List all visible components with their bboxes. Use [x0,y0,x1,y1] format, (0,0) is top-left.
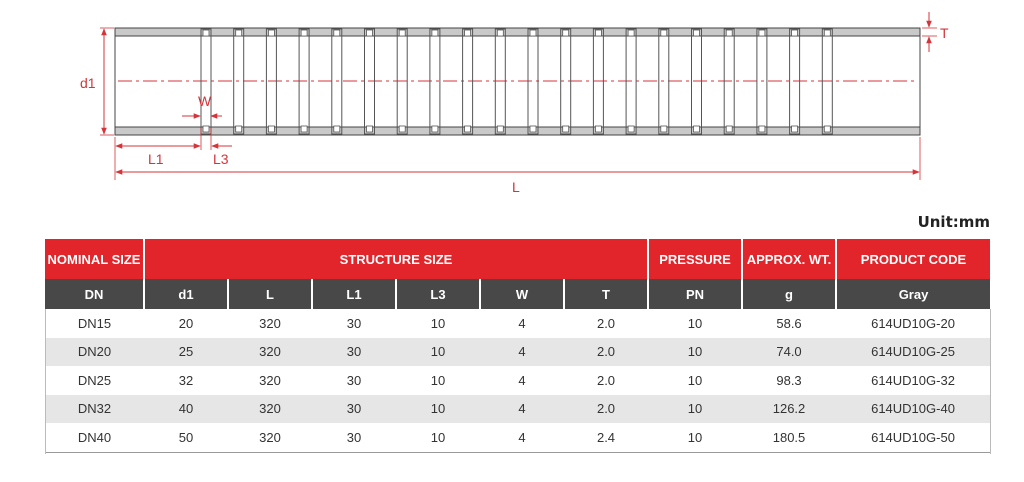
pipe-rib-joint [824,30,830,36]
pipe-rib-joint [628,30,634,36]
table-cell: 614UD10G-40 [836,395,990,424]
table-cell: 98.3 [776,372,802,388]
table-cell: 320 [228,395,312,424]
table-cell: 10 [648,423,742,452]
unit-label: Unit:mm [917,213,990,231]
w-label: W [198,93,212,109]
pipe-rib-joint [661,126,667,132]
pipe-rib-joint [563,30,569,36]
table-cell: DN20 [45,338,144,367]
pipe-rib-joint [792,30,798,36]
l1-label: L1 [148,151,164,167]
table-cell: 32 [178,372,194,388]
table-cell: 10 [687,372,703,388]
approx-wt-header: APPROX. WT. [742,239,836,279]
table-cell: 30 [312,338,396,367]
pipe-rib-joint [563,126,569,132]
table-cell: 4 [518,372,526,388]
table-row [45,309,990,338]
table-cell: 30 [312,395,396,424]
table-cell: 10 [430,372,446,388]
pipe-rib-joint [497,30,503,36]
table-cell: DN40 [45,423,144,452]
table-cell: 320 [259,372,281,388]
table-row [45,338,990,367]
column-header: L3 [396,279,480,309]
structure-size-header: STRUCTURE SIZE [144,239,648,279]
pipe-rib-joint [694,30,700,36]
table-cell: 4 [518,315,526,331]
pipe-rib-joint [301,126,307,132]
pipe-rib-joint [432,30,438,36]
table-cell: DN15 [77,315,112,331]
pipe-rib-joint [399,126,405,132]
pipe-rib-joint [367,30,373,36]
column-header: Gray [836,279,990,309]
pipe-rib-joint [399,30,405,36]
table-cell: 320 [228,338,312,367]
pipe-rib-joint [367,126,373,132]
d1-label: d1 [80,75,96,91]
column-header: L [228,279,312,309]
table-cell: 2.0 [564,338,648,367]
table-cell: 74.0 [742,338,836,367]
table-cell: 614UD10G-25 [836,338,990,367]
pipe-rib-joint [628,126,634,132]
l-label: L [512,179,520,195]
table-cell: 58.6 [776,315,802,331]
table-cell: 50 [144,423,228,452]
table-cell: 30 [312,423,396,452]
table-cell: 10 [396,395,480,424]
table-row [45,395,990,424]
table-row [45,423,990,452]
table-cell: 126.2 [742,395,836,424]
pipe-rib-joint [694,126,700,132]
table-cell: 320 [259,315,281,331]
table-cell: 10 [648,338,742,367]
l3-label: L3 [213,151,229,167]
pipe-rib-joint [334,30,340,36]
pipe-rib-joint [759,126,765,132]
pipe-rib-joint [465,126,471,132]
column-header: W [480,279,564,309]
table-cell: 2.0 [564,395,648,424]
column-header: T [564,279,648,309]
header-group-row [45,239,990,279]
pipe-rib-joint [268,126,274,132]
table-cell: 4 [480,395,564,424]
pipe-rib-joint [595,30,601,36]
table-cell: 10 [396,423,480,452]
pipe-rib-joint [268,30,274,36]
pipe-rib-joint [236,30,242,36]
table-cell: 10 [648,395,742,424]
column-header: DN [45,279,144,309]
column-header: g [742,279,836,309]
pipe-rib-joint [236,126,242,132]
pipe-rib-joint [530,126,536,132]
pipe-rib-joint [465,30,471,36]
table-cell: 320 [228,423,312,452]
pipe-rib-joint [334,126,340,132]
table-cell: 30 [346,315,362,331]
table-cell: 2.4 [564,423,648,452]
table-cell: 30 [346,372,362,388]
pipe-rib-joint [726,126,732,132]
table-cell: 10 [430,315,446,331]
table-cell: 2.0 [596,372,616,388]
table-cell: 614UD10G-20 [871,315,955,331]
table-cell: 10 [396,338,480,367]
table-cell: 40 [144,395,228,424]
nominal-size-header: NOMINAL SIZE [45,239,144,279]
pipe-rib-joint [759,30,765,36]
pipe-rib-joint [595,126,601,132]
spec-table [45,239,990,453]
table-cell: 20 [178,315,194,331]
table-cell: 4 [480,338,564,367]
pressure-header: PRESSURE [648,239,742,279]
table-cell: 2.0 [596,315,616,331]
pipe-rib-joint [301,30,307,36]
pipe-rib-joint [530,30,536,36]
pipe-rib-joint [203,30,209,36]
column-header: d1 [144,279,228,309]
table-cell: 10 [687,315,703,331]
column-header: PN [648,279,742,309]
table-cell: 614UD10G-50 [836,423,990,452]
table-cell: DN25 [77,372,112,388]
pipe-rib-joint [497,126,503,132]
pipe-rib-joint [726,30,732,36]
table-cell: 4 [480,423,564,452]
pipe-rib-joint [203,126,209,132]
pipe-rib-joint [792,126,798,132]
product-code-header: PRODUCT CODE [836,239,990,279]
table-cell: DN32 [45,395,144,424]
pipe-rib-joint [432,126,438,132]
table-cell: 25 [144,338,228,367]
table-row [45,366,990,395]
column-header-row [45,279,990,309]
pipe-dimension-drawing [0,0,1024,205]
column-header: L1 [312,279,396,309]
t-label: T [940,25,949,41]
table-cell: 180.5 [742,423,836,452]
table-cell: 614UD10G-32 [871,372,955,388]
pipe-rib-joint [824,126,830,132]
pipe-rib-joint [661,30,667,36]
